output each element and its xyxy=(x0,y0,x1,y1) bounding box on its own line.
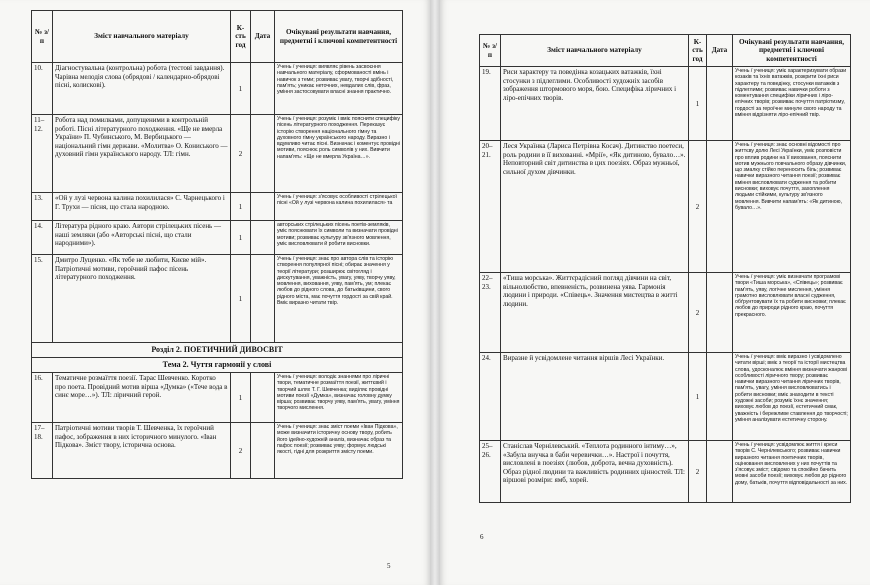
table-row xyxy=(32,221,403,255)
table-row xyxy=(32,423,403,479)
table-row xyxy=(480,441,851,503)
section-heading-row xyxy=(32,343,403,358)
row-number: 22–23. xyxy=(480,273,501,353)
row-hours: 2 xyxy=(231,423,251,479)
book-gutter xyxy=(430,0,440,585)
row-content: Леся Українка (Лариса Петрівна Косач). Дитинство поетеси, роль родини в її вихованні. «Мрії», «Як дитиною, бувало…». Неповторний світ дитинства в цих поезіях. Образ мужньої, сильної духом дівчинки. xyxy=(501,141,689,273)
row-content: Станіслав Чернілевський. «Теплота родинного інтиму…», «Забула внучка в баби черевички…». Настрої і почуття, висловлені в поезіях (любов, доброта, вечна духовність). Образ рідної людини та важливість родинних цінностей. ТЛ: віршові розміри: ямб, хорей. xyxy=(501,441,689,503)
curriculum-table-right xyxy=(479,34,851,503)
row-content: Література рідного краю. Автори стрілецьких пісень — наші земляки (або «Авторські пісні, що стали народними»). xyxy=(53,221,231,255)
header-content: Зміст навчального матеріалу xyxy=(53,11,231,63)
topic-heading: Тема 2. Чуття гармонії у слові xyxy=(32,358,403,373)
header-date: Дата xyxy=(707,35,733,67)
row-date xyxy=(251,373,275,423)
row-results: Учень / учениця: володіє знаннями про ліричні твори, тематичне розмаїття поезії, життєвий і творчий шлях Т. Г. Шевченка; виділяє провідні мотиви поезії «Думка», визначає головну думку вірша; розвиває творчу уяву, пам'ять, увагу, уміння творчого мислення. xyxy=(275,373,403,423)
header-num: № з/п xyxy=(480,35,501,67)
row-number: 15. xyxy=(32,255,53,343)
row-content: Дмитро Луценко. «Як тебе не любити, Києве мій». Патріотичні мотиви, героїчний пафос пісень літературного походження. xyxy=(53,255,231,343)
header-content: Зміст навчального матеріалу xyxy=(501,35,689,67)
row-number: 20–21. xyxy=(480,141,501,273)
header-results: Очікувані результати навчання, предметні і ключові компетентності xyxy=(275,11,403,63)
row-results: Учень / учениця: знає основні відомості про життєву долю Лесі Українки, уміє розповісти про вплив родини на її виховання, пояснити мотив мужнього повчального образу дівчинки, що змалку стійко переносить біль; розвиває навички виразного читання поезії; розвиває вміння висловлювати судження та робити висновки; виховує почуття, захоплення людьми стійкими, культуру зв'язного мовлення. Вивчити напам'ять: «Як дитиною, бувало…». xyxy=(733,141,851,273)
table-row xyxy=(32,373,403,423)
row-date xyxy=(707,67,733,141)
row-date xyxy=(251,423,275,479)
row-hours: 2 xyxy=(689,441,707,503)
row-number: 10. xyxy=(32,63,53,115)
row-hours: 1 xyxy=(689,67,707,141)
row-number: 13. xyxy=(32,193,53,221)
row-results: Учень / учениця: усвідомлює життя і креси творів С. Чернілевського; розвиває навички виразного читання поетичних творів, оцінювання висловлених у них почуттів та з'ясовує зміст; свідомо та спокійно бачить мовні засоби поезії; виховує любов до рідного дому, батьків, почуття відповідальності за них. xyxy=(733,441,851,503)
row-hours: 1 xyxy=(689,353,707,441)
row-results: авторських стрілецьких пісень поетів-земляків, уміє пояснювати їх символи та визначати провідні мотиви; розвиває культуру зв'язного мовлення, уміє висловлювати й робити висновки. xyxy=(275,221,403,255)
table-row xyxy=(32,255,403,343)
page-number-right: 6 xyxy=(480,533,484,541)
row-content: Тематичне розмаїття поезії. Тарас Шевченко. Коротко про поета. Провідний мотив вірша «Думка» («Тече вода в синє море…»). ТЛ: ліричний герой. xyxy=(53,373,231,423)
row-hours: 1 xyxy=(231,255,251,343)
row-number: 16. xyxy=(32,373,53,423)
row-hours: 1 xyxy=(231,373,251,423)
left-page xyxy=(0,0,430,585)
row-content: Виразне й усвідомлене читання віршів Лесі Українки. xyxy=(501,353,689,441)
row-hours: 2 xyxy=(689,273,707,353)
row-results: Учень / учениця: з'ясовує особливості стрілецької пісні «Ой у лузі червона калина похилилася» та xyxy=(275,193,403,221)
row-number: 19. xyxy=(480,67,501,141)
table-row xyxy=(32,193,403,221)
table-row xyxy=(480,353,851,441)
row-date xyxy=(251,193,275,221)
row-hours: 1 xyxy=(231,63,251,115)
row-content: Робота над помилками, допущеними в контрольній роботі. Пісні літературного походження. «Ще не вмерла України» П. Чубинського, М. Вербицького — національний гімн держави. «Молитва» О. Кониського — духовний гімн українського народу. ТЛ: гімн. xyxy=(53,115,231,193)
right-page xyxy=(440,0,870,585)
row-date xyxy=(707,441,733,503)
header-date: Дата xyxy=(251,11,275,63)
row-date xyxy=(251,115,275,193)
row-date xyxy=(707,273,733,353)
row-number: 17–18. xyxy=(32,423,53,479)
row-results: Учень / учениця: знає зміст поеми «Іван Підкова», може визначити історичну основу твору, робить його ідейно-художній аналіз, визначає образ та пафос поезії; розвиває уяву; формує людські якості, гідні для розкриття змісту поеми. xyxy=(275,423,403,479)
row-results: Учень / учениця: уміє характеризувати образи козаків та їхніх ватажків, розкрити їхні риси характеру та поведінку, стосунки ватажків з підлеглими; розвиває навички роботи з коментування специфіки ліричних і ліро-епічних творів; розвиває почуття патріотизму, гордості за героїчне минуле свого народу та вміння відрізняти ліро-епічний твір. xyxy=(733,67,851,141)
row-results: Учень / учениця: вміє виразно і усвідомлено читати вірші; вміє з теорії та історії мистецтва слова, удосконалює вміння визначати жанрові особливості ліричного твору; розвиває навички виразного читання ліричних творів, пам'ять, увагу, уміння висловлюватись і робити висновки; вміє знаходити в тексті художні засоби; розуміє їхнє значення; виховує любов до поезії, естетичний смак, уважність і бережливе ставлення до творчості; уміння аналізувати естетичну сторону. xyxy=(733,353,851,441)
topic-heading-row xyxy=(32,358,403,373)
row-hours: 2 xyxy=(231,115,251,193)
row-content: Діагностувальна (контрольна) робота (тестові завдання). Чарівна мелодія слова (обрядові / календарно-обрядові пісні, колискові). xyxy=(53,63,231,115)
section-heading: Розділ 2. ПОЕТИЧНИЙ ДИВОСВІТ xyxy=(32,343,403,358)
table-row xyxy=(32,115,403,193)
table-row xyxy=(480,67,851,141)
row-content: Риси характеру та поведінка козацьких ватажків, їхні стосунки з підлеглими. Особливості художніх засобів зображення штормового моря, бою. Специфіка ліричних і ліро-епічних творів. xyxy=(501,67,689,141)
row-date xyxy=(707,353,733,441)
table-row xyxy=(32,63,403,115)
row-content: «Тиша морська». Життєрадісний погляд дівчини на світ, вільнолюбство, впевненість, розвинена уява. Гармонія людини і природи. «Співець». Значення мистецтва в житті людини. xyxy=(501,273,689,353)
row-number: 25–26. xyxy=(480,441,501,503)
row-results: Учень / учениця: розуміє і вміє пояснити специфіку пісень літературного походження. Переказує історію створення національного гімну та духовного гімну українського народу. Виразно і вдумливо читає пісні. Визначає і коментує провідні мотиви, пояснює роль символів у них. Вивчити напам'ять: «Ще не вмерла Україна…». xyxy=(275,115,403,193)
table-row xyxy=(480,273,851,353)
row-number: 11–12. xyxy=(32,115,53,193)
table-row xyxy=(480,141,851,273)
row-results: Учень / учениця: уміє визначати програмові твори «Тиша морська», «Співець»; розвиває пам'ять, уяву, логічне мислення, уміння грамотно висловлювати власні судження, обґрунтовувати їх та робити висновки; плекає любов до природи рідного краю, почуття прекрасного. xyxy=(733,273,851,353)
row-date xyxy=(251,221,275,255)
row-date xyxy=(251,63,275,115)
row-content: «Ой у лузі червона калина похилилася» С. Чарнецького і Г. Трухи — пісня, що стала народною. xyxy=(53,193,231,221)
row-results: Учень / учениця: знає про автора слів та історію створення популярної пісні; обирає значення у теорії літератури; розширює світогляд і дискутування, уважність, увагу, уяву, творчу уяву, мовлення, виховання, уяву, пам'ять, ум; плекає любов до рідного слова, до батьківщини, свого рідного міста, має почуття гордості за свій край. Вміє виразно читати твір. xyxy=(275,255,403,343)
row-hours: 1 xyxy=(231,193,251,221)
row-number: 14. xyxy=(32,221,53,255)
row-date xyxy=(707,141,733,273)
header-num: № з/п xyxy=(32,11,53,63)
row-hours: 1 xyxy=(231,221,251,255)
row-date xyxy=(251,255,275,343)
header-hours: К-сть год xyxy=(689,35,707,67)
header-results: Очікувані результати навчання, предметні і ключові компетентності xyxy=(733,35,851,67)
row-content: Патріотичні мотиви творів Т. Шевченка, їх героїчний пафос, зображення в них історичного минулого. «Іван Підкова». Зміст твору, історична основа. xyxy=(53,423,231,479)
row-number: 24. xyxy=(480,353,501,441)
row-hours: 2 xyxy=(689,141,707,273)
page-number-left: 5 xyxy=(387,562,391,570)
row-results: Учень / учениця: виявляє рівень засвоєння навчального матеріалу, сформованості вмінь і навичок з теми; розвиває увагу, творчі здібності, пам'ять; уникає неточних, невдалих слів, фраз, уміння застосовувати власні знання практично. xyxy=(275,63,403,115)
header-hours: К-сть год xyxy=(231,11,251,63)
curriculum-table-left xyxy=(31,10,403,479)
